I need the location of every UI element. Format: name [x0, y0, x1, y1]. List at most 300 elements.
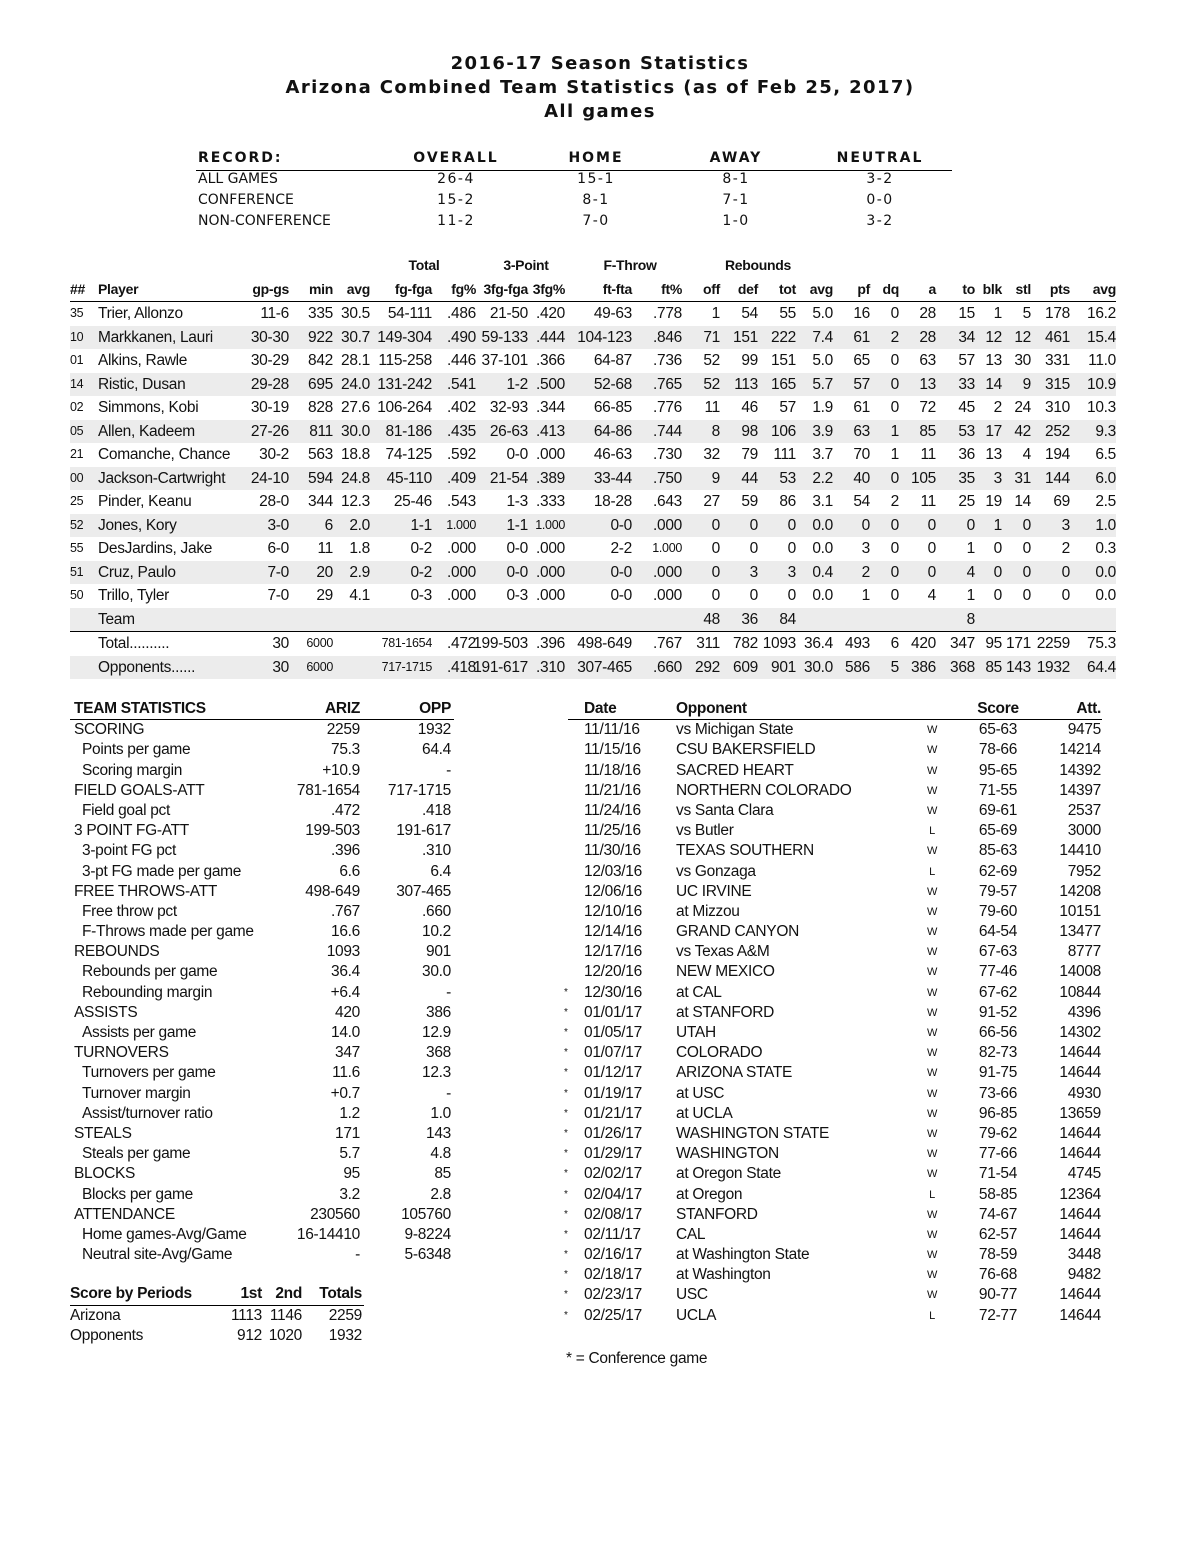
stat-cell: 6-0 [267, 540, 289, 557]
team-stat-row [70, 862, 454, 882]
column-header: dq [882, 280, 899, 297]
stat-cell: .776 [653, 399, 682, 416]
stat-cell: 33-44 [593, 469, 632, 487]
team-statistics-table [70, 699, 454, 1265]
game-score: 95-65 [978, 761, 1018, 779]
team-stat-ariz: 3.2 [339, 1185, 360, 1203]
stat-cell: 493 [845, 635, 870, 652]
stat-cell: 10.3 [1087, 399, 1116, 416]
schedule-row [568, 841, 1102, 861]
stat-cell: 95 [985, 635, 1002, 652]
column-group-label: Total [408, 257, 440, 273]
team-stat-label: Assist/turnover ratio [82, 1104, 213, 1122]
team-stats-header-ariz: ARIZ [325, 700, 360, 717]
stat-cell: 35 [958, 469, 975, 487]
game-attendance: 14644 [1059, 1286, 1101, 1304]
game-opponent: UTAH [676, 1024, 716, 1041]
stat-cell: 18-28 [593, 493, 632, 510]
stat-cell: 0-3 [506, 587, 528, 604]
stat-cell: 63 [853, 422, 870, 440]
game-opponent: at Oregon [676, 1185, 743, 1203]
player-row [70, 490, 1116, 514]
stat-cell: 3-0 [267, 516, 289, 534]
stat-cell: 15 [958, 305, 975, 322]
team-stat-row [70, 761, 454, 781]
team-stat-label: Steals per game [82, 1145, 191, 1163]
game-date: 02/11/17 [584, 1225, 641, 1243]
record-value: 15-2 [437, 192, 475, 208]
periods-header-cell: 1st [240, 1285, 262, 1302]
record-value: 3-2 [866, 213, 894, 229]
team-stat-row [70, 801, 454, 821]
schedule-row [564, 1185, 1102, 1205]
stat-cell: .541 [447, 375, 476, 393]
stat-cell: .435 [447, 422, 476, 440]
stat-cell: 0 [1022, 516, 1031, 534]
team-stat-ariz: 199-503 [305, 822, 360, 840]
periods-row [70, 1326, 364, 1347]
stat-cell: 6000 [306, 659, 333, 674]
game-date: 11/24/16 [584, 801, 641, 819]
stat-cell: 75.3 [1087, 635, 1116, 652]
stat-cell: 2.0 [349, 516, 370, 534]
conference-marker: * [564, 1309, 568, 1321]
game-result: W [926, 1067, 938, 1080]
stat-cell: 71 [703, 328, 720, 346]
stat-cell: 0 [711, 516, 720, 534]
team-stat-ariz: 420 [335, 1003, 360, 1021]
game-score: 91-75 [978, 1064, 1018, 1082]
team-stat-ariz: 14.0 [331, 1024, 360, 1041]
team-stat-opp: - [446, 1084, 451, 1102]
game-opponent: WASHINGTON STATE [676, 1124, 830, 1142]
game-date: 01/29/17 [584, 1145, 642, 1163]
stat-cell: 0 [749, 540, 758, 557]
page-scope: All games [544, 101, 656, 122]
game-date: 12/20/16 [584, 963, 642, 981]
game-opponent: at Washington [676, 1266, 771, 1284]
conference-marker: * [564, 986, 568, 998]
game-opponent: UC IRVINE [676, 882, 752, 900]
player-name: Trillo, Tyler [98, 587, 170, 604]
team-stat-ariz: +0.7 [330, 1084, 360, 1102]
schedule-row [564, 1285, 1102, 1305]
stat-cell: 0 [861, 516, 870, 534]
stat-cell: 4 [1022, 446, 1031, 463]
stat-cell: 13 [985, 352, 1002, 369]
total-row [70, 656, 1116, 680]
stat-cell: 165 [771, 375, 796, 393]
stat-cell: 16.2 [1087, 305, 1116, 322]
stat-cell: .000 [653, 563, 682, 581]
record-row [196, 171, 952, 192]
stat-cell: 48 [703, 610, 720, 628]
game-attendance: 14397 [1059, 781, 1101, 799]
stat-cell: 1-2 [506, 375, 528, 393]
player-name: Jones, Kory [98, 516, 177, 534]
periods-header [70, 1284, 364, 1306]
periods-cell: 1113 [231, 1306, 262, 1324]
game-opponent: at Washington State [676, 1246, 810, 1264]
column-header: fg% [451, 280, 476, 297]
player-row [70, 443, 1116, 467]
game-date: 01/19/17 [584, 1084, 642, 1102]
stat-cell: 1.000 [446, 517, 476, 532]
team-stats-header-label: TEAM STATISTICS [74, 700, 206, 717]
game-date: 11/11/16 [584, 721, 640, 739]
score-by-periods-table [70, 1284, 364, 1347]
stat-cell: 14 [1014, 493, 1031, 510]
stat-cell: 131-242 [377, 375, 432, 393]
stat-cell: 0 [890, 516, 899, 534]
stat-cell: 0.0 [812, 587, 833, 604]
game-date: 02/18/17 [584, 1266, 642, 1284]
team-stat-ariz: 75.3 [331, 741, 360, 759]
player-row [70, 326, 1116, 350]
stat-cell: 0 [993, 563, 1002, 581]
stat-cell: 199-503 [473, 635, 528, 652]
stat-cell: 143 [1006, 658, 1031, 676]
game-attendance: 14644 [1059, 1064, 1101, 1082]
team-stat-ariz: 16.6 [331, 923, 360, 941]
game-score: 66-56 [978, 1024, 1018, 1041]
stat-cell: 6.5 [1095, 446, 1116, 463]
team-stat-row [70, 821, 454, 841]
team-stat-opp: 5-6348 [404, 1246, 451, 1264]
stat-cell: 64-86 [593, 422, 632, 440]
stat-cell: 1932 [1036, 658, 1070, 676]
stat-cell: .765 [653, 375, 682, 393]
stat-cell: 05 [70, 423, 84, 438]
stat-cell: 25-46 [393, 493, 432, 510]
team-stat-row [70, 962, 454, 982]
stat-cell: 781-1654 [381, 636, 432, 650]
record-row [196, 192, 952, 213]
stat-cell: 32-93 [489, 399, 528, 416]
player-name: Opponents...... [98, 658, 196, 676]
stat-cell: 0 [927, 540, 936, 557]
schedule-row [564, 1164, 1102, 1184]
team-stat-opp: 6.4 [430, 862, 451, 880]
stat-cell: 1 [966, 540, 975, 557]
team-stat-label: Rebounding margin [82, 983, 213, 1001]
stat-cell: 86 [779, 493, 796, 510]
stat-cell: 61 [853, 399, 870, 416]
stat-cell: 1 [890, 446, 899, 463]
game-attendance: 4396 [1067, 1003, 1101, 1021]
team-stat-label: 3-point FG pct [82, 842, 177, 860]
record-label: NON-CONFERENCE [198, 213, 331, 229]
game-result: L [929, 825, 935, 838]
record-label: ALL GAMES [198, 171, 278, 187]
game-attendance: 3448 [1067, 1246, 1101, 1264]
team-stat-opp: 1932 [417, 721, 451, 739]
stat-cell: 64-87 [593, 352, 632, 369]
team-stat-ariz: 2259 [326, 721, 360, 739]
stat-cell: 53 [779, 469, 796, 487]
stat-cell: 16 [853, 305, 870, 322]
team-stat-row [70, 1063, 454, 1083]
team-stat-label: F-Throws made per game [82, 923, 254, 941]
game-result: W [926, 1148, 938, 1161]
stat-cell: 27 [703, 493, 720, 510]
stat-cell: 11.0 [1088, 352, 1116, 369]
team-stat-ariz: +10.9 [322, 761, 360, 779]
stat-cell: 347 [950, 635, 975, 652]
stat-cell: 0 [890, 305, 899, 322]
stat-cell: 310 [1045, 399, 1070, 416]
stat-cell: 72 [919, 399, 936, 416]
game-score: 79-57 [978, 882, 1018, 900]
stat-cell: 307-465 [577, 658, 632, 676]
conference-marker: * [564, 1006, 568, 1018]
column-header: min [309, 280, 333, 297]
record-value: 7-1 [722, 192, 750, 208]
stat-cell: .592 [447, 446, 476, 463]
column-header: to [962, 280, 975, 297]
team-stat-label: Home games-Avg/Game [82, 1225, 247, 1243]
stat-cell: 10.9 [1087, 375, 1116, 393]
game-opponent: CSU BAKERSFIELD [676, 741, 816, 759]
stat-cell: 70 [853, 446, 870, 463]
team-stats-header-opp: OPP [419, 700, 451, 717]
stat-cell: 2.2 [812, 469, 833, 487]
schedule-row [564, 1245, 1102, 1265]
record-row [196, 213, 952, 234]
team-stat-opp: .660 [422, 902, 451, 920]
player-name: Trier, Allonzo [98, 305, 183, 322]
player-row [70, 467, 1116, 491]
conference-marker: * [564, 1027, 568, 1038]
stat-cell: 8 [711, 422, 720, 440]
stat-cell: 9 [1022, 375, 1031, 393]
stat-cell: 45-110 [386, 469, 432, 487]
team-stat-ariz: 498-649 [305, 882, 360, 900]
stat-cell: .409 [447, 469, 476, 487]
schedule-header-att: Att. [1076, 700, 1101, 717]
stat-cell: 717-1715 [381, 659, 432, 674]
game-attendance: 14644 [1059, 1145, 1101, 1163]
periods-cell: 2259 [328, 1306, 362, 1324]
stat-cell: .846 [653, 328, 682, 346]
stat-cell: 104-123 [577, 328, 632, 346]
record-value: 8-1 [582, 192, 610, 208]
stat-cell: .000 [536, 446, 565, 463]
team-stat-opp: 64.4 [422, 741, 451, 759]
stat-cell: 00 [70, 470, 84, 485]
stat-cell: .660 [653, 658, 682, 676]
stat-cell: 1.000 [535, 517, 565, 532]
team-stat-ariz: +6.4 [330, 983, 360, 1001]
team-stat-label: FIELD GOALS-ATT [74, 781, 205, 799]
stat-cell: 222 [771, 328, 796, 346]
stat-cell: 59 [741, 493, 758, 510]
game-date: 02/04/17 [584, 1185, 642, 1203]
schedule-row [568, 902, 1102, 922]
game-result: W [926, 986, 938, 999]
column-group-label: F-Throw [603, 257, 657, 273]
title-block [0, 52, 1200, 124]
stat-cell: 5 [890, 658, 899, 676]
stat-cell: 64.4 [1087, 658, 1116, 676]
game-attendance: 13659 [1059, 1104, 1101, 1122]
record-label: CONFERENCE [198, 192, 294, 208]
schedule-row [564, 1205, 1102, 1225]
team-stat-row [70, 1225, 454, 1245]
stat-cell: 1-1 [506, 516, 528, 534]
stat-cell: 151 [733, 328, 758, 346]
schedule-row [564, 1124, 1102, 1144]
stat-cell: 4 [927, 587, 936, 604]
stat-cell: 0.0 [1095, 587, 1116, 604]
stat-cell: 586 [845, 658, 870, 676]
stat-cell: 30.5 [341, 305, 370, 322]
stat-cell: 13 [919, 375, 936, 393]
stat-cell: .000 [536, 540, 565, 557]
team-stat-row [70, 1084, 454, 1104]
game-result: W [926, 905, 938, 918]
team-stat-ariz: .396 [331, 842, 360, 860]
column-group-label: Rebounds [724, 257, 792, 273]
game-result: W [926, 1168, 938, 1181]
record-header: HOME [568, 150, 624, 166]
record-value: 8-1 [722, 171, 750, 187]
game-date: 12/06/16 [584, 882, 642, 900]
stat-cell: 46-63 [593, 446, 632, 463]
stat-cell: .366 [536, 352, 565, 369]
team-stat-opp: 1.0 [430, 1104, 451, 1122]
stat-cell: 24 [1014, 399, 1031, 416]
record-value: 26-4 [437, 171, 475, 187]
stat-cell: 106 [771, 422, 796, 440]
stat-cell: 828 [308, 399, 333, 416]
stat-cell: 7.4 [812, 328, 833, 346]
stat-cell: 54 [853, 493, 870, 510]
game-opponent: UCLA [676, 1306, 717, 1324]
stat-cell: 0 [927, 563, 936, 581]
stat-cell: 0 [787, 540, 796, 557]
stat-cell: .643 [653, 493, 682, 510]
game-attendance: 14410 [1059, 842, 1101, 860]
game-result: W [926, 845, 938, 858]
stat-cell: 24-10 [250, 469, 289, 487]
team-stat-opp: 386 [426, 1003, 451, 1021]
stat-cell: 55 [779, 305, 796, 322]
periods-cell: Arizona [70, 1306, 121, 1324]
stat-cell: 171 [1006, 635, 1031, 652]
stat-cell: .396 [536, 635, 565, 652]
team-stat-opp: 143 [426, 1124, 451, 1142]
stat-cell: 461 [1045, 328, 1070, 346]
stat-cell: 30 [272, 658, 289, 676]
game-score: 65-69 [978, 822, 1018, 840]
game-result: W [926, 946, 938, 959]
stat-cell: 81-186 [385, 422, 432, 440]
game-score: 90-77 [978, 1286, 1018, 1304]
stat-cell: 35 [70, 306, 84, 320]
game-attendance: 14208 [1059, 882, 1101, 900]
player-row [70, 537, 1116, 561]
column-group-label: 3-Point [503, 257, 549, 273]
stat-cell: 420 [911, 635, 936, 652]
game-result: W [926, 1249, 938, 1262]
game-date: 11/18/16 [584, 761, 641, 779]
team-stat-label: ASSISTS [74, 1003, 138, 1021]
game-date: 02/25/17 [584, 1306, 642, 1324]
stat-cell: 24.0 [341, 375, 370, 393]
stat-cell: 105 [911, 469, 936, 487]
stat-cell: .310 [536, 658, 565, 676]
stat-cell: 1 [993, 305, 1002, 322]
team-stat-row [70, 1124, 454, 1144]
conference-marker: * [564, 1249, 568, 1261]
column-header: tot [779, 280, 796, 297]
stat-cell: 27-26 [250, 422, 289, 440]
total-row [70, 631, 1116, 656]
stat-cell: 21-54 [489, 469, 528, 487]
player-stats-table [70, 254, 1116, 679]
stat-cell: 51 [70, 564, 84, 579]
conference-marker: * [564, 1269, 568, 1281]
game-score: 71-55 [978, 781, 1018, 799]
stat-cell: .000 [447, 587, 476, 604]
game-opponent: SACRED HEART [676, 761, 794, 779]
periods-header-cell: 2nd [275, 1285, 302, 1302]
game-result: W [926, 784, 938, 797]
stat-cell: 52-68 [593, 375, 632, 393]
game-score: 64-54 [978, 923, 1018, 941]
game-score: 74-67 [978, 1205, 1018, 1223]
stat-cell: 609 [733, 658, 758, 676]
stat-cell: 40 [853, 469, 870, 487]
schedule-row [568, 942, 1102, 962]
column-header: ## [70, 280, 85, 297]
column-header: avg [1092, 280, 1116, 297]
stat-cell: 57 [779, 399, 796, 416]
game-result: W [926, 764, 938, 777]
game-opponent: vs Butler [676, 822, 734, 840]
column-header: gp-gs [252, 280, 289, 297]
player-name: Total.......... [98, 635, 170, 652]
player-row [70, 514, 1116, 538]
stat-cell: 3 [1061, 516, 1070, 534]
schedule-row [568, 962, 1102, 982]
schedule-row [564, 1144, 1102, 1164]
team-stat-row [70, 1205, 454, 1225]
column-header: ft% [661, 280, 682, 297]
game-result: W [926, 1087, 938, 1100]
stat-cell: 0 [1061, 587, 1070, 604]
game-opponent: at Mizzou [676, 902, 740, 920]
game-opponent: COLORADO [676, 1044, 763, 1062]
stat-cell: 2259 [1036, 635, 1070, 652]
stat-cell: 29 [316, 587, 333, 604]
game-opponent: at USC [676, 1084, 725, 1102]
team-stat-label: Free throw pct [82, 902, 177, 920]
game-date: 11/21/16 [584, 781, 641, 799]
stat-cell: 0 [993, 587, 1002, 604]
stat-cell: .000 [447, 563, 476, 581]
team-stat-label: STEALS [74, 1124, 132, 1142]
team-stat-row [70, 781, 454, 801]
stat-cell: 5 [1022, 305, 1031, 322]
stat-cell: .472 [447, 635, 476, 652]
schedule-row [564, 1306, 1102, 1326]
schedule-row [564, 1104, 1102, 1124]
game-attendance: 14302 [1059, 1024, 1101, 1041]
game-score: 77-46 [978, 963, 1018, 981]
stat-cell: 1093 [762, 635, 796, 652]
